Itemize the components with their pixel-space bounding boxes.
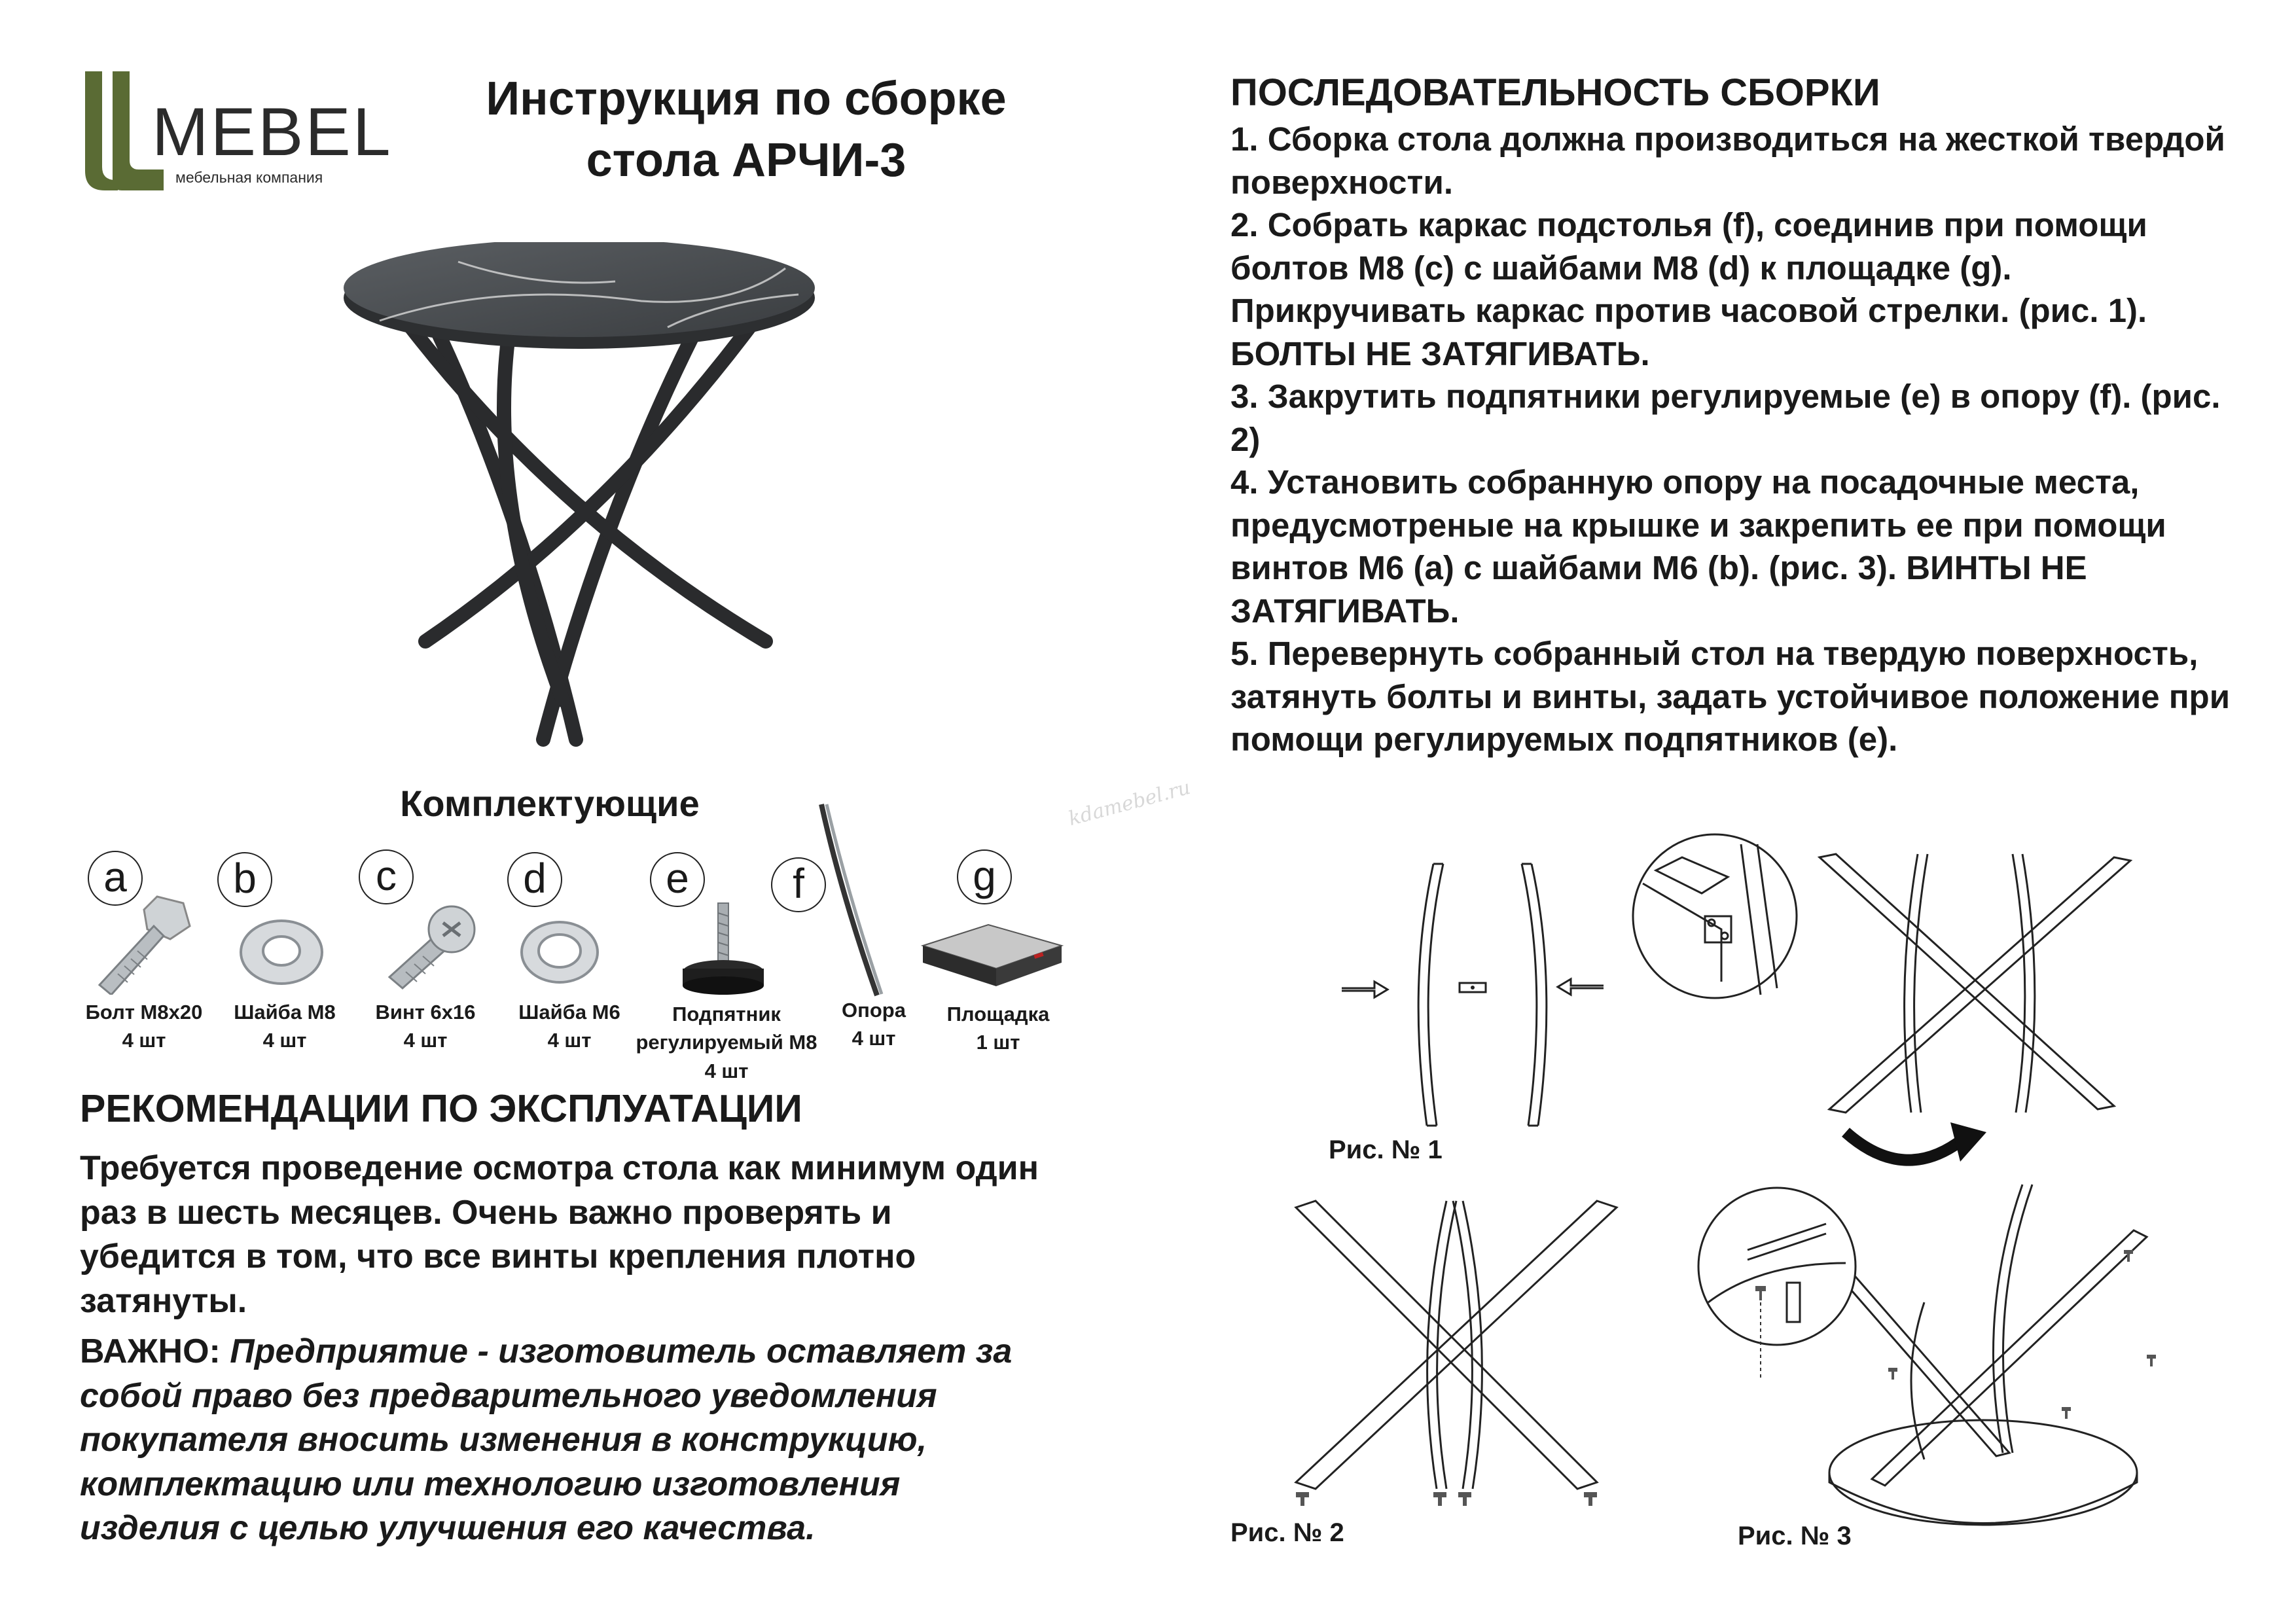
figure-1-diagram <box>1335 851 1636 1139</box>
figure-1-detail-circle <box>1630 831 1800 1001</box>
part-caption-a: Болт М8х20 4 шт <box>85 1001 203 1052</box>
part-letter-f: f <box>771 857 826 912</box>
part-letter-a: a <box>88 851 143 906</box>
part-caption-c: Винт 6х16 4 шт <box>375 1001 476 1052</box>
important-text: Предприятие - изготовитель оставляет за собой право без предварительного уведомления покупателя вносить изменения в конструкцию, комплектацию или технологию изготовления изделия с целью улучшения его качества. <box>80 1332 1013 1548</box>
part-caption-d: Шайба М6 4 шт <box>518 1001 620 1052</box>
assembly-step-3: 3. Закрутить подпятники регулируемые (е) в опору (f). (рис. 2) <box>1230 378 2221 458</box>
important-note <box>80 1330 1049 1551</box>
important-label: ВАЖНО: <box>80 1332 221 1370</box>
assembly-step-1: 1. Сборка стола должна производиться на жесткой твердой поверхности. <box>1230 120 2225 201</box>
figure-3-diagram <box>1695 1171 2179 1538</box>
recommendations-heading: РЕКОМЕНДАЦИИ ПО ЭКСПЛУАТАЦИИ <box>80 1087 802 1130</box>
assembly-step-4: 4. Установить собранную опору на посадочные места, предусмотреные на крышке и закрепить ее при помощи винтов М6 (а) с шайбами М6 (b). (рис. 3). ВИНТЫ НЕ ЗАТЯГИВАТЬ. <box>1230 463 2166 630</box>
part-letter-c: c <box>359 849 414 904</box>
part-caption-g: Площадка 1 шт <box>946 1003 1050 1054</box>
brand-subtitle: мебельная компания <box>175 169 323 186</box>
components-heading: Комплектующие <box>400 783 700 824</box>
watermark: kdamebel.ru <box>1066 776 1193 831</box>
figure-3-label: Рис. № 3 <box>1738 1522 1852 1550</box>
title-line-2: стола АРЧИ-3 <box>586 134 906 187</box>
screw-icon <box>376 893 481 991</box>
washer-m6-icon <box>514 913 605 991</box>
assembly-steps <box>1230 118 2251 761</box>
part-letter-e: e <box>650 852 705 907</box>
washer-m8-icon <box>236 913 327 991</box>
part-letter-b: b <box>217 852 272 907</box>
assembly-step-5: 5. Перевернуть собранный стол на твердую поверхность, затянуть болты и винты, задать устойчивое положение при помощи регулируемых подпятников (е). <box>1230 635 2231 758</box>
part-caption-e: Подпятник регулируемый М8 4 шт <box>636 1003 817 1082</box>
brand-name: MEBEL <box>152 94 393 170</box>
part-caption-b: Шайба М8 4 шт <box>234 1001 336 1052</box>
leg-icon <box>815 802 887 998</box>
bolt-icon <box>92 890 196 995</box>
figure-2-diagram <box>1283 1194 1636 1515</box>
recommendations-text: Требуется проведение осмотра стола как минимум один раз в шесть месяцев. Очень важно проверять и убедится в том, что все винты крепления плотно затянуты. <box>80 1149 1039 1320</box>
title-line-1: Инструкция по сборке <box>486 73 1007 125</box>
adjustable-foot-icon <box>671 897 776 1001</box>
figure-2-label: Рис. № 2 <box>1230 1518 1344 1547</box>
figure-1-label: Рис. № 1 <box>1329 1135 1443 1164</box>
mounting-plate-icon <box>916 919 1067 991</box>
figure-1-assembled-frame <box>1806 844 2147 1145</box>
part-letter-d: d <box>507 852 562 907</box>
part-caption-f: Опора 4 шт <box>842 999 906 1050</box>
assembly-heading: ПОСЛЕДОВАТЕЛЬНОСТЬ СБОРКИ <box>1230 71 1880 114</box>
assembly-step-2: 2. Собрать каркас подстолья (f), соединив при помощи болтов М8 (с) с шайбами М8 (d) к площадке (g). Прикручивать каркас против часовой стрелки. (рис. 1). БОЛТЫ НЕ ЗАТЯГИВАТЬ. <box>1230 206 2147 372</box>
table-product-image <box>327 242 851 766</box>
page-title <box>452 69 1041 191</box>
part-letter-g: g <box>957 849 1012 904</box>
